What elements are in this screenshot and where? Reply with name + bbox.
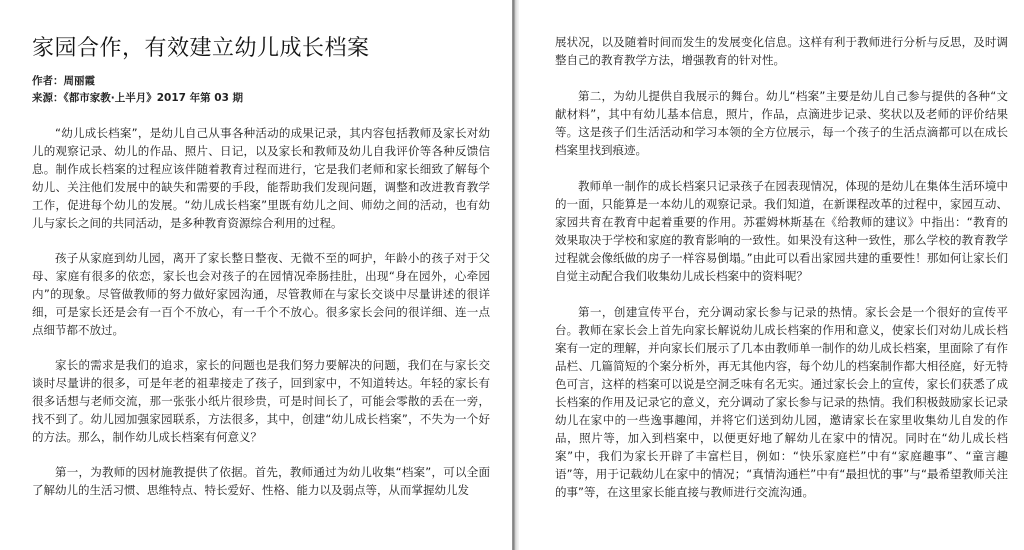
paragraph: 第二，为幼儿提供自我展示的舞台。幼儿“档案”主要是幼儿自己参与提供的各种“文献材料”，其中有幼儿基本信息，照片，作品，点滴进步记录、奖状以及老师的评价结果等。这是孩子们生活活动和学习本领的全方位展示，每一个孩子的生活点滴都可以在成长档案里找到痕迹。 (555, 89, 1008, 157)
author-line (32, 73, 490, 90)
paragraph: “幼儿成长档案”，是幼儿自己从事各种活动的成果记录，其内容包括教师及家长对幼儿的观察记录、幼儿的作品、照片、日记，以及家长和教师及幼儿自我评价等各种反馈信息。制作成长档案的过程应该伴随着教育过程而进行，它是我们老师和家长细致了解每个幼儿、关注他们发展中的缺失和需要的手段，能帮助我们发现问题，调整和改进教育教学工作，促进每个幼儿的发展。“幼儿成长档案”里既有幼儿之间、师幼之间的活动，也有幼儿与家长之间的共同活动，是多种教育资源综合利用的过程。 (32, 126, 490, 230)
paragraph: 第一，为教师的因材施教提供了依据。首先，教师通过为幼儿收集“档案”，可以全面了解幼儿的生活习惯、思维特点、特长爱好、性格、能力以及弱点等，从而掌握幼儿发 (32, 465, 490, 497)
source-line (32, 90, 490, 107)
paragraph: 第一，创建宣传平台，充分调动家长参与记录的热情。家长会是一个很好的宣传平台。教师在家长会上首先向家长解说幼儿成长档案的作用和意义，使家长们对幼儿成长档案有一定的理解，并向家长们展示了几本由教师单一制作的幼儿成长档案，里面除了有作品栏、几篇简短的个案分析外，再无其他内容，每个幼儿的档案制作都大相径庭，好无特色可言，这样的档案可以说是空洞乏味有名无实。通过家长会上的宣传，家长们获悉了成长档案的作用及记录它的意义，充分调动了家长参与记录的热情。我们积极鼓励家长记录幼儿在家中的一些逸事趣闻，并将它们送到幼儿园，邀请家长在家里收集幼儿自发的作品，照片等，加入到档案中，以便更好地了解幼儿在家中的情况。同时在“幼儿成长档案”中，我们为家长开辟了丰富栏目，例如：“快乐家庭栏”中有“家庭趣事”、“童言趣语”等，用于记载幼儿在家中的情况；“真情沟通栏”中有“最担忧的事”与“最希望教师关注的事”等，在这里家长能直接与教师进行交流沟通。 (555, 305, 1008, 499)
paragraph-continued: 展状况，以及随着时间而发生的发展变化信息。这样有利于教师进行分析与反思，及时调整自己的教育教学方法，增强教育的针对性。 (555, 35, 1008, 67)
author-label: 作者： (32, 75, 64, 87)
source-name: 《都市家教·上半月》2017 年第 03 期 (63, 92, 244, 104)
paragraph: 教师单一制作的成长档案只记录孩子在园表现情况，体现的是幼儿在集体生活环境中的一面，只能算是一本幼儿的观察记录。我们知道，在新课程改革的过程中，家园互动、家园共育在教育中起着重要的作用。苏霍姆林斯基在《给教师的建议》中指出：“教育的效果取决于学校和家庭的教育影响的一致性。如果没有这种一致性，那么学校的教育教学过程就会像纸做的房子一样容易倒塌。”由此可以看出家园共建的重要性！那如何让家长们自觉主动配合我们收集幼儿成长档案中的资料呢？ (555, 179, 1008, 283)
article-title: 家园合作，有效建立幼儿成长档案 (32, 36, 370, 61)
paragraph: 家长的需求是我们的追求，家长的问题也是我们努力要解决的问题，我们在与家长交谈时尽量讲的很多，可是年老的祖辈接走了孩子，回到家中，不知道转达。年轻的家长有很多话想与老师交流，那一张张小纸片很珍贵，可是时间长了，可能会零散的丢在一旁，找不到了。幼儿园加强家园联系，方法很多，其中，创建“幼儿成长档案”，不失为一个好的方法。那么，制作幼儿成长档案有何意义？ (32, 358, 490, 444)
source-label: 来源： (32, 92, 64, 104)
page-divider (512, 0, 519, 550)
paragraph: 孩子从家庭到幼儿园，离开了家长整日整夜、无微不至的呵护，年龄小的孩子对于父母、家庭有很多的依恋，家长也会对孩子的在园情况牵肠挂肚，出现“身在园外，心牵园内”的现象。尽管做教师的努力做好家园沟通，尽管教师在与家长交谈中尽量讲述的很详细，可是家长还是会有一百个不放心，有一千个不放心。很多家长会问的很详细、连一点点细节都不放过。 (32, 251, 490, 337)
right-page (519, 0, 1024, 550)
author-name: 周丽霞 (63, 75, 95, 87)
